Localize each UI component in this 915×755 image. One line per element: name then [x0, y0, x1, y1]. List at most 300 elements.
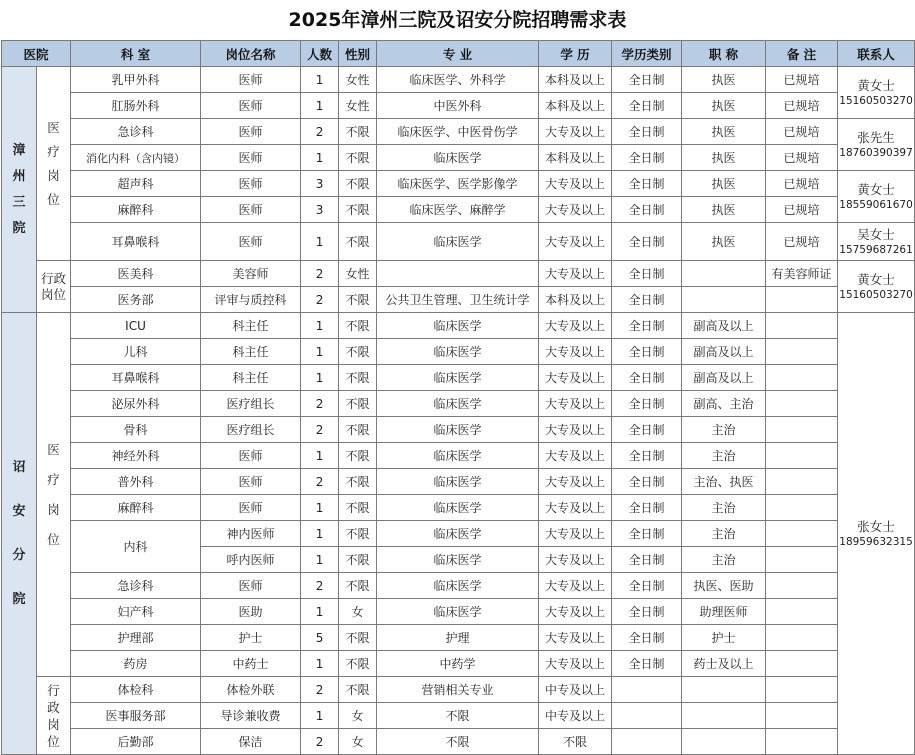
notes-cell [766, 313, 838, 339]
education-cell: 本科及以上 [539, 93, 612, 119]
stacked-char: 诏 [12, 459, 26, 475]
major-cell: 临床医学 [377, 417, 539, 443]
contact-cell [838, 223, 915, 261]
education-cell: 大专及以上 [539, 599, 612, 625]
table-row [2, 703, 915, 729]
position-cell: 科主任 [201, 313, 301, 339]
dept-cell: 肛肠外科 [71, 93, 201, 119]
title-cell: 执医 [682, 223, 766, 261]
education-cell: 本科及以上 [539, 67, 612, 93]
stacked-char: 漳 [12, 142, 26, 158]
count-cell: 1 [301, 547, 339, 573]
position-cell: 呼内医师 [201, 547, 301, 573]
position-cell: 医疗组长 [201, 417, 301, 443]
title-cell: 副高及以上 [682, 339, 766, 365]
dept-cell: 乳甲外科 [71, 67, 201, 93]
title-cell [682, 677, 766, 703]
edu-type-cell: 全日制 [612, 417, 682, 443]
dept-cell: 超声科 [71, 171, 201, 197]
education-cell: 大专及以上 [539, 261, 612, 287]
dept-cell: 急诊科 [71, 573, 201, 599]
count-cell: 1 [301, 223, 339, 261]
dept-cell: 麻醉科 [71, 197, 201, 223]
notes-cell [766, 495, 838, 521]
stacked-char: 位 [47, 531, 60, 547]
gender-cell: 不限 [339, 365, 377, 391]
gender-cell: 女性 [339, 93, 377, 119]
position-cell: 中药士 [201, 651, 301, 677]
position-cell: 医师 [201, 93, 301, 119]
edu-type-cell: 全日制 [612, 469, 682, 495]
stacked-char: 岗位 [41, 286, 67, 302]
dept-cell: 麻醉科 [71, 495, 201, 521]
position-cell: 科主任 [201, 365, 301, 391]
gender-cell: 不限 [339, 339, 377, 365]
gender-cell: 不限 [339, 521, 377, 547]
position-cell: 医师 [201, 67, 301, 93]
position-cell: 医师 [201, 443, 301, 469]
count-cell: 1 [301, 495, 339, 521]
category-admin [37, 677, 71, 755]
count-cell: 2 [301, 417, 339, 443]
edu-type-cell [612, 703, 682, 729]
dept-cell: 体检科 [71, 677, 201, 703]
table-row [2, 651, 915, 677]
count-cell: 2 [301, 677, 339, 703]
major-cell: 不限 [377, 729, 539, 755]
table-row [2, 93, 915, 119]
edu-type-cell: 全日制 [612, 599, 682, 625]
title-cell: 执医 [682, 171, 766, 197]
notes-cell [766, 729, 838, 755]
education-cell: 中专及以上 [539, 677, 612, 703]
header-gender: 性别 [339, 41, 377, 67]
major-cell: 护理 [377, 625, 539, 651]
stacked-char: 行政 [41, 270, 67, 286]
title-cell: 执医 [682, 119, 766, 145]
count-cell: 1 [301, 599, 339, 625]
category-medical [37, 313, 71, 677]
count-cell: 1 [301, 651, 339, 677]
count-cell: 1 [301, 521, 339, 547]
contact-name: 张先生 [857, 129, 895, 145]
category-admin [37, 261, 71, 313]
major-cell: 临床医学、麻醉学 [377, 197, 539, 223]
major-cell: 临床医学 [377, 145, 539, 171]
dept-cell: 消化内科（含内镜） [71, 145, 201, 171]
stacked-char: 医 [47, 119, 60, 135]
stacked-char: 三 [12, 194, 26, 210]
major-cell: 中药学 [377, 651, 539, 677]
count-cell: 2 [301, 729, 339, 755]
header-edu-type: 学历类别 [612, 41, 682, 67]
notes-cell [766, 677, 838, 703]
major-cell: 临床医学 [377, 495, 539, 521]
contact-cell [838, 171, 915, 223]
header-count: 人数 [301, 41, 339, 67]
edu-type-cell: 全日制 [612, 547, 682, 573]
title-cell [682, 729, 766, 755]
edu-type-cell: 全日制 [612, 145, 682, 171]
education-cell: 大专及以上 [539, 469, 612, 495]
notes-cell [766, 547, 838, 573]
table-row [2, 729, 915, 755]
gender-cell: 不限 [339, 443, 377, 469]
position-cell: 医师 [201, 119, 301, 145]
category-medical [37, 67, 71, 261]
dept-cell: 耳鼻喉科 [71, 365, 201, 391]
education-cell: 大专及以上 [539, 521, 612, 547]
position-cell: 导诊兼收费 [201, 703, 301, 729]
edu-type-cell: 全日制 [612, 391, 682, 417]
gender-cell: 不限 [339, 313, 377, 339]
notes-cell: 已规培 [766, 67, 838, 93]
page-title: 2025年漳州三院及诏安分院招聘需求表 [288, 9, 627, 31]
contact-name: 黄女士 [857, 77, 895, 93]
edu-type-cell: 全日制 [612, 365, 682, 391]
hospital-name [2, 67, 37, 313]
education-cell: 不限 [539, 729, 612, 755]
notes-cell [766, 443, 838, 469]
stacked-char: 安 [12, 503, 26, 519]
notes-cell [766, 469, 838, 495]
header-dept: 科 室 [71, 41, 201, 67]
stacked-char: 医 [47, 441, 60, 457]
contact-phone: 18959632315 [839, 535, 913, 548]
position-cell: 医师 [201, 223, 301, 261]
title-cell: 执医、医助 [682, 573, 766, 599]
table-row [2, 417, 915, 443]
gender-cell: 不限 [339, 223, 377, 261]
stacked-char: 院 [12, 591, 26, 607]
count-cell: 2 [301, 119, 339, 145]
dept-cell: 急诊科 [71, 119, 201, 145]
title-cell: 执医 [682, 93, 766, 119]
position-cell: 美容师 [201, 261, 301, 287]
edu-type-cell: 全日制 [612, 313, 682, 339]
contact-name: 黄女士 [857, 181, 895, 197]
header-hospital: 医院 [2, 41, 71, 67]
header-row [2, 41, 915, 67]
gender-cell: 女性 [339, 67, 377, 93]
table-row [2, 261, 915, 287]
notes-cell [766, 287, 838, 313]
major-cell: 临床医学 [377, 313, 539, 339]
major-cell [377, 261, 539, 287]
education-cell: 大专及以上 [539, 313, 612, 339]
major-cell: 不限 [377, 703, 539, 729]
table-row [2, 625, 915, 651]
major-cell: 中医外科 [377, 93, 539, 119]
stacked-char: 院 [12, 220, 26, 236]
contact-phone: 15160503270 [839, 288, 913, 301]
gender-cell: 女 [339, 703, 377, 729]
dept-cell: 护理部 [71, 625, 201, 651]
count-cell: 1 [301, 67, 339, 93]
title-cell [682, 703, 766, 729]
gender-cell: 不限 [339, 547, 377, 573]
gender-cell: 不限 [339, 119, 377, 145]
notes-cell [766, 703, 838, 729]
contact-name: 黄女士 [857, 271, 895, 287]
position-cell: 保洁 [201, 729, 301, 755]
edu-type-cell: 全日制 [612, 67, 682, 93]
stacked-char: 州 [12, 168, 26, 184]
dept-cell: 神经外科 [71, 443, 201, 469]
education-cell: 大专及以上 [539, 365, 612, 391]
major-cell: 营销相关专业 [377, 677, 539, 703]
position-cell: 医疗组长 [201, 391, 301, 417]
gender-cell: 女 [339, 599, 377, 625]
notes-cell [766, 417, 838, 443]
dept-cell: 医务部 [71, 287, 201, 313]
title-cell [682, 287, 766, 313]
gender-cell: 不限 [339, 495, 377, 521]
edu-type-cell: 全日制 [612, 93, 682, 119]
recruitment-table [1, 40, 915, 755]
title-cell: 助理医师 [682, 599, 766, 625]
dept-cell: 医事服务部 [71, 703, 201, 729]
education-cell: 本科及以上 [539, 145, 612, 171]
dept-cell: 妇产科 [71, 599, 201, 625]
position-cell: 医助 [201, 599, 301, 625]
notes-cell: 已规培 [766, 197, 838, 223]
position-cell: 评审与质控科 [201, 287, 301, 313]
stacked-char: 分 [12, 547, 26, 563]
contact-cell [838, 67, 915, 119]
gender-cell: 不限 [339, 171, 377, 197]
stacked-char: 行 [47, 682, 60, 698]
stacked-char: 岗 [47, 716, 60, 732]
notes-cell: 已规培 [766, 119, 838, 145]
stacked-char: 岗 [47, 501, 60, 517]
position-cell: 医师 [201, 171, 301, 197]
table-row [2, 145, 915, 171]
gender-cell: 不限 [339, 651, 377, 677]
stacked-char: 位 [47, 191, 60, 207]
title-cell: 主治 [682, 443, 766, 469]
count-cell: 2 [301, 287, 339, 313]
edu-type-cell: 全日制 [612, 119, 682, 145]
notes-cell [766, 339, 838, 365]
contact-phone: 18760390397 [839, 146, 913, 159]
table-row [2, 339, 915, 365]
title-cell: 执医 [682, 145, 766, 171]
gender-cell: 女 [339, 729, 377, 755]
count-cell: 2 [301, 573, 339, 599]
table-row [2, 495, 915, 521]
dept-cell: ICU [71, 313, 201, 339]
position-cell: 医师 [201, 573, 301, 599]
major-cell: 公共卫生管理、卫生统计学 [377, 287, 539, 313]
major-cell: 临床医学 [377, 443, 539, 469]
table-row [2, 287, 915, 313]
education-cell: 大专及以上 [539, 417, 612, 443]
header-contact: 联系人 [838, 41, 915, 67]
dept-cell: 骨科 [71, 417, 201, 443]
title-cell [682, 261, 766, 287]
edu-type-cell: 全日制 [612, 339, 682, 365]
notes-cell [766, 651, 838, 677]
edu-type-cell: 全日制 [612, 651, 682, 677]
education-cell: 本科及以上 [539, 287, 612, 313]
table-row [2, 521, 915, 547]
dept-cell: 内科 [71, 521, 201, 573]
edu-type-cell: 全日制 [612, 625, 682, 651]
table-row [2, 677, 915, 703]
dept-cell: 儿科 [71, 339, 201, 365]
edu-type-cell: 全日制 [612, 573, 682, 599]
dept-cell: 药房 [71, 651, 201, 677]
position-cell: 体检外联 [201, 677, 301, 703]
dept-cell: 医美科 [71, 261, 201, 287]
title-cell: 执医 [682, 67, 766, 93]
notes-cell [766, 573, 838, 599]
count-cell: 1 [301, 365, 339, 391]
stacked-char: 政 [47, 699, 60, 715]
contact-cell [838, 313, 915, 755]
position-cell: 医师 [201, 495, 301, 521]
contact-cell [838, 261, 915, 313]
gender-cell: 女性 [339, 261, 377, 287]
notes-cell: 已规培 [766, 171, 838, 197]
major-cell: 临床医学 [377, 223, 539, 261]
major-cell: 临床医学 [377, 547, 539, 573]
title-cell: 主治 [682, 521, 766, 547]
header-major: 专 业 [377, 41, 539, 67]
stacked-char: 疗 [47, 471, 60, 487]
edu-type-cell: 全日制 [612, 261, 682, 287]
dept-cell: 泌尿外科 [71, 391, 201, 417]
education-cell: 大专及以上 [539, 443, 612, 469]
notes-cell [766, 521, 838, 547]
major-cell: 临床医学、外科学 [377, 67, 539, 93]
contact-phone: 15160503270 [839, 94, 913, 107]
edu-type-cell: 全日制 [612, 197, 682, 223]
gender-cell: 不限 [339, 145, 377, 171]
title-cell: 主治 [682, 417, 766, 443]
edu-type-cell: 全日制 [612, 287, 682, 313]
table-row [2, 119, 915, 145]
table-row [2, 469, 915, 495]
title-cell: 副高及以上 [682, 313, 766, 339]
major-cell: 临床医学 [377, 365, 539, 391]
title-cell: 副高、主治 [682, 391, 766, 417]
education-cell: 大专及以上 [539, 495, 612, 521]
count-cell: 2 [301, 469, 339, 495]
notes-cell [766, 391, 838, 417]
education-cell: 大专及以上 [539, 625, 612, 651]
table-row [2, 391, 915, 417]
position-cell: 神内医师 [201, 521, 301, 547]
title-cell: 副高及以上 [682, 365, 766, 391]
education-cell: 大专及以上 [539, 651, 612, 677]
notes-cell [766, 625, 838, 651]
title-cell: 主治 [682, 547, 766, 573]
major-cell: 临床医学 [377, 573, 539, 599]
count-cell: 3 [301, 171, 339, 197]
notes-cell: 有美容师证 [766, 261, 838, 287]
gender-cell: 不限 [339, 573, 377, 599]
count-cell: 1 [301, 145, 339, 171]
major-cell: 临床医学 [377, 469, 539, 495]
hospital-name [2, 313, 37, 755]
stacked-char: 岗 [47, 167, 60, 183]
edu-type-cell [612, 729, 682, 755]
table-row [2, 171, 915, 197]
title-cell: 药士及以上 [682, 651, 766, 677]
edu-type-cell: 全日制 [612, 521, 682, 547]
contact-name: 张女士 [857, 518, 895, 534]
edu-type-cell: 全日制 [612, 171, 682, 197]
count-cell: 2 [301, 391, 339, 417]
contact-phone: 15759687261 [839, 243, 913, 256]
notes-cell: 已规培 [766, 93, 838, 119]
title-cell: 执医 [682, 197, 766, 223]
education-cell: 大专及以上 [539, 391, 612, 417]
header-education: 学 历 [539, 41, 612, 67]
contact-phone: 18559061670 [839, 198, 913, 211]
gender-cell: 不限 [339, 417, 377, 443]
notes-cell [766, 599, 838, 625]
education-cell: 大专及以上 [539, 171, 612, 197]
gender-cell: 不限 [339, 469, 377, 495]
position-cell: 医师 [201, 145, 301, 171]
count-cell: 1 [301, 93, 339, 119]
contact-cell [838, 119, 915, 171]
education-cell: 大专及以上 [539, 223, 612, 261]
position-cell: 医师 [201, 197, 301, 223]
table-row [2, 223, 915, 261]
count-cell: 5 [301, 625, 339, 651]
notes-cell: 已规培 [766, 145, 838, 171]
header-position: 岗位名称 [201, 41, 301, 67]
table-row [2, 313, 915, 339]
table-row [2, 197, 915, 223]
major-cell: 临床医学 [377, 391, 539, 417]
gender-cell: 不限 [339, 197, 377, 223]
major-cell: 临床医学 [377, 599, 539, 625]
major-cell: 临床医学、医学影像学 [377, 171, 539, 197]
notes-cell [766, 365, 838, 391]
title-cell: 护士 [682, 625, 766, 651]
dept-cell: 普外科 [71, 469, 201, 495]
position-cell: 医师 [201, 469, 301, 495]
table-row [2, 67, 915, 93]
edu-type-cell: 全日制 [612, 223, 682, 261]
gender-cell: 不限 [339, 391, 377, 417]
table-row [2, 365, 915, 391]
position-cell: 科主任 [201, 339, 301, 365]
stacked-char: 位 [47, 733, 60, 749]
major-cell: 临床医学、中医骨伤学 [377, 119, 539, 145]
education-cell: 大专及以上 [539, 547, 612, 573]
table-row [2, 573, 915, 599]
table-row [2, 599, 915, 625]
gender-cell: 不限 [339, 625, 377, 651]
table-row [2, 443, 915, 469]
count-cell: 2 [301, 261, 339, 287]
count-cell: 1 [301, 443, 339, 469]
count-cell: 3 [301, 197, 339, 223]
edu-type-cell [612, 677, 682, 703]
contact-name: 吴女士 [857, 226, 895, 242]
edu-type-cell: 全日制 [612, 495, 682, 521]
major-cell: 临床医学 [377, 521, 539, 547]
education-cell: 大专及以上 [539, 197, 612, 223]
count-cell: 1 [301, 703, 339, 729]
dept-cell: 耳鼻喉科 [71, 223, 201, 261]
